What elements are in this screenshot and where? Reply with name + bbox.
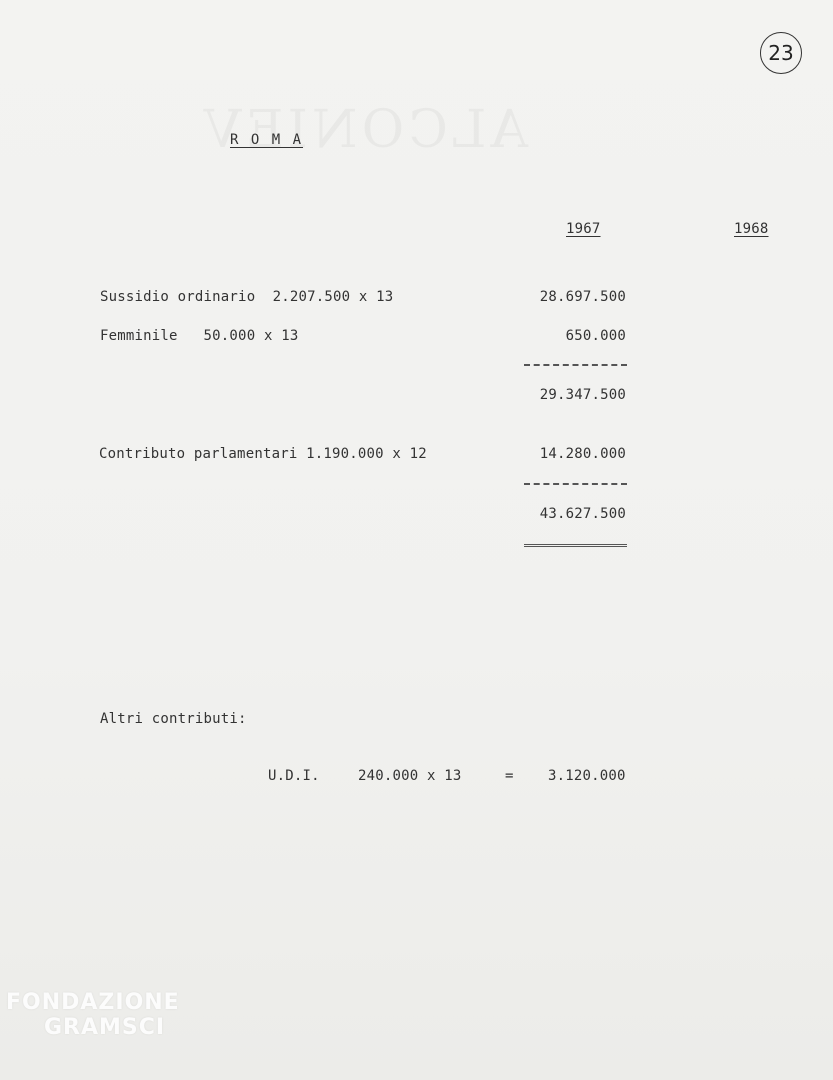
other-contributions-heading: Altri contributi: bbox=[100, 711, 247, 727]
archive-watermark bbox=[6, 990, 180, 1040]
show-through-text bbox=[200, 100, 528, 160]
row-label-sussidio: Sussidio ordinario 2.207.500 x 13 bbox=[100, 289, 394, 305]
row-label-femminile: Femminile 50.000 x 13 bbox=[100, 328, 299, 344]
watermark-line2: GRAMSCI bbox=[44, 1015, 166, 1040]
column-header-1967: 1967 bbox=[566, 221, 601, 237]
total-rule bbox=[524, 483, 627, 485]
total-amount: 43.627.500 bbox=[539, 506, 626, 522]
page-number: 23 bbox=[760, 32, 802, 74]
subtotal-amount: 29.347.500 bbox=[539, 387, 626, 403]
column-header-1968: 1968 bbox=[734, 221, 769, 237]
row-amount-femminile: 650.000 bbox=[565, 328, 626, 344]
udi-amount: 3.120.000 bbox=[548, 768, 626, 784]
subtotal-rule bbox=[524, 364, 627, 366]
row-amount-sussidio: 28.697.500 bbox=[539, 289, 626, 305]
udi-calc: 240.000 x 13 bbox=[358, 768, 462, 784]
udi-equals: = bbox=[505, 768, 514, 784]
watermark-line1: FONDAZIONE bbox=[6, 990, 180, 1015]
udi-label: U.D.I. bbox=[268, 768, 320, 784]
total-double-rule bbox=[524, 544, 627, 547]
row-amount-parlamentari: 14.280.000 bbox=[539, 446, 626, 462]
row-label-parlamentari: Contributo parlamentari 1.190.000 x 12 bbox=[99, 446, 427, 462]
heading: R O M A bbox=[230, 132, 304, 148]
